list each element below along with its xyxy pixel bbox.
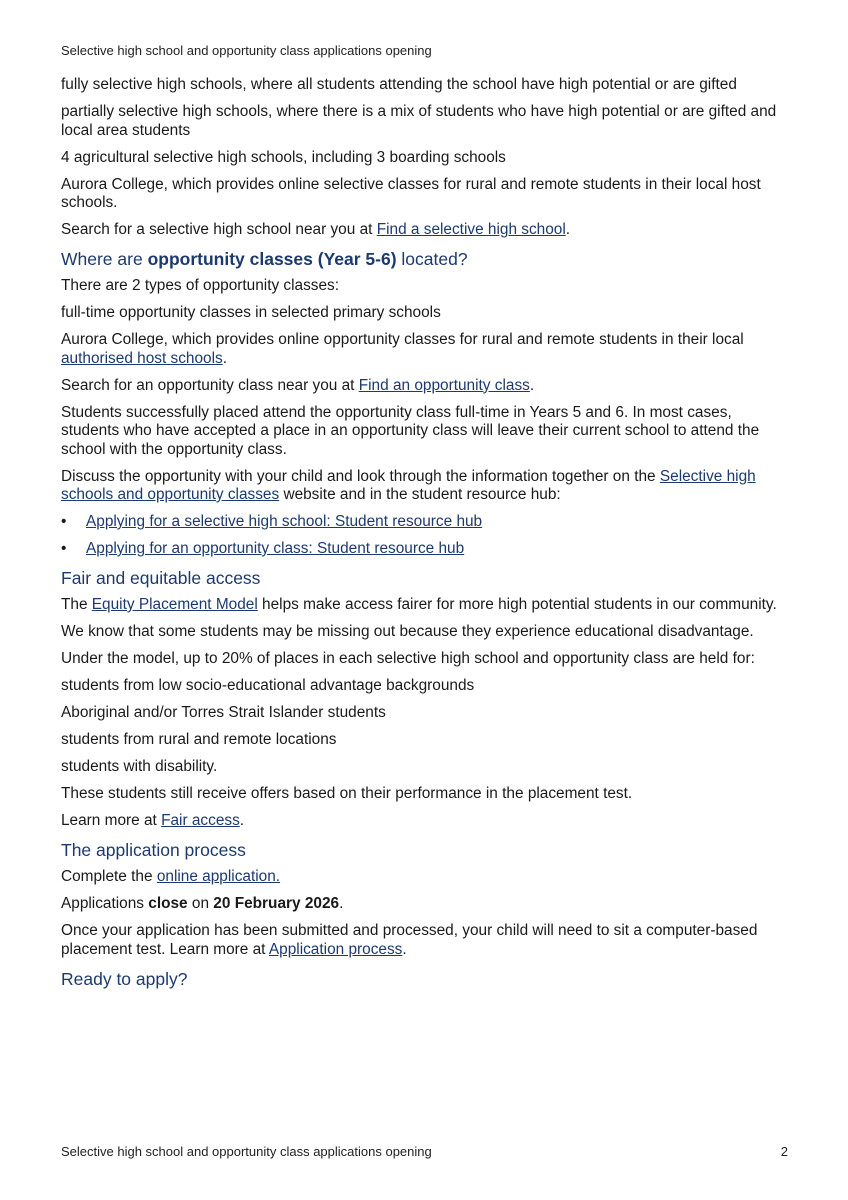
equity-model-text: The Equity Placement Model helps make access fairer for more high potential students in our community. (61, 596, 777, 613)
selective-search-text: Search for a selective high school near you at Find a selective high school. (61, 221, 571, 238)
placement-test-text: Once your application has been submitted and processed, your child will need to sit a computer-based placement test. Learn more at Application process. (61, 922, 758, 958)
group-aboriginal: Aboriginal and/or Torres Strait Islander students (61, 704, 386, 721)
missing-out-text: We know that some students may be missing out because they experience educational disadvantage. (61, 623, 754, 640)
complete-application-text: Complete the online application. (61, 868, 281, 885)
opportunity-discuss-text: Discuss the opportunity with your child and look through the information together on the Selective high schools and opportunity classes website and in the student resource hub: (61, 467, 756, 503)
page-footer (61, 1144, 788, 1159)
fair-access-link[interactable]: Fair access (161, 812, 240, 829)
fair-learn-more: Learn more at Fair access. (61, 812, 245, 829)
opportunity-type-aurora: Aurora College, which provides online opportunity classes for rural and remote students in their local authorised host schools. (61, 331, 744, 367)
applications-close-text: Applications close on 20 February 2026. (61, 895, 344, 912)
list-item (61, 513, 789, 532)
selective-resource-hub-link[interactable]: Applying for a selective high school: Student resource hub (86, 513, 483, 530)
selective-type-aurora: Aurora College, which provides online selective classes for rural and remote students in their local host schools. (61, 175, 761, 211)
group-disability: students with disability. (61, 758, 218, 775)
selective-opportunity-website-link[interactable]: Selective high schools and opportunity classes (61, 467, 756, 503)
places-held-text: Under the model, up to 20% of places in each selective high school and opportunity class are held for: (61, 650, 755, 667)
selective-type-agricultural: 4 agricultural selective high schools, including 3 boarding schools (61, 148, 506, 166)
opportunity-search-text: Search for an opportunity class near you at Find an opportunity class. (61, 376, 535, 394)
document-body (61, 76, 789, 997)
page-number: 2 (780, 1144, 788, 1159)
opportunity-placement-text: Students successfully placed attend the opportunity class full-time in Years 5 and 6. In most cases, students who have accepted a place in an opportunity class will leave their current school to attend the school with the opportunity class. (61, 403, 760, 458)
opportunity-location-heading: Where are opportunity classes (Year 5-6) located? (61, 249, 468, 269)
selective-type-partially: partially selective high schools, where there is a mix of students who have high potential or are gifted and local area students (61, 103, 777, 139)
application-process-link[interactable]: Application process (268, 940, 403, 958)
group-rural-remote: students from rural and remote locations (61, 731, 337, 748)
group-low-advantage: students from low socio-educational advantage backgrounds (61, 677, 475, 694)
resource-hub-list (61, 513, 789, 559)
opportunity-resource-hub-link[interactable]: Applying for an opportunity class: Student resource hub (86, 540, 465, 557)
footer-title: Selective high school and opportunity class applications opening (61, 1144, 432, 1159)
selective-type-fully: fully selective high schools, where all students attending the school have high potential or are gifted (61, 76, 737, 93)
page-header: Selective high school and opportunity class applications opening (61, 43, 432, 58)
find-opportunity-class-link[interactable]: Find an opportunity class (358, 376, 530, 394)
application-process-heading: The application process (61, 840, 246, 860)
equity-placement-model-link[interactable]: Equity Placement Model (91, 596, 258, 613)
list-item (61, 540, 789, 559)
fair-access-heading: Fair and equitable access (61, 568, 261, 588)
opportunity-type-fulltime: full-time opportunity classes in selected primary schools (61, 304, 441, 321)
online-application-link[interactable]: online application. (156, 868, 281, 885)
opportunity-intro: There are 2 types of opportunity classes: (61, 277, 340, 294)
ready-to-apply-heading: Ready to apply? (61, 968, 188, 989)
find-selective-school-link[interactable]: Find a selective high school (376, 221, 566, 238)
offers-text: These students still receive offers based on their performance in the placement test. (61, 785, 633, 802)
authorised-host-schools-link[interactable]: authorised host schools (61, 349, 223, 367)
